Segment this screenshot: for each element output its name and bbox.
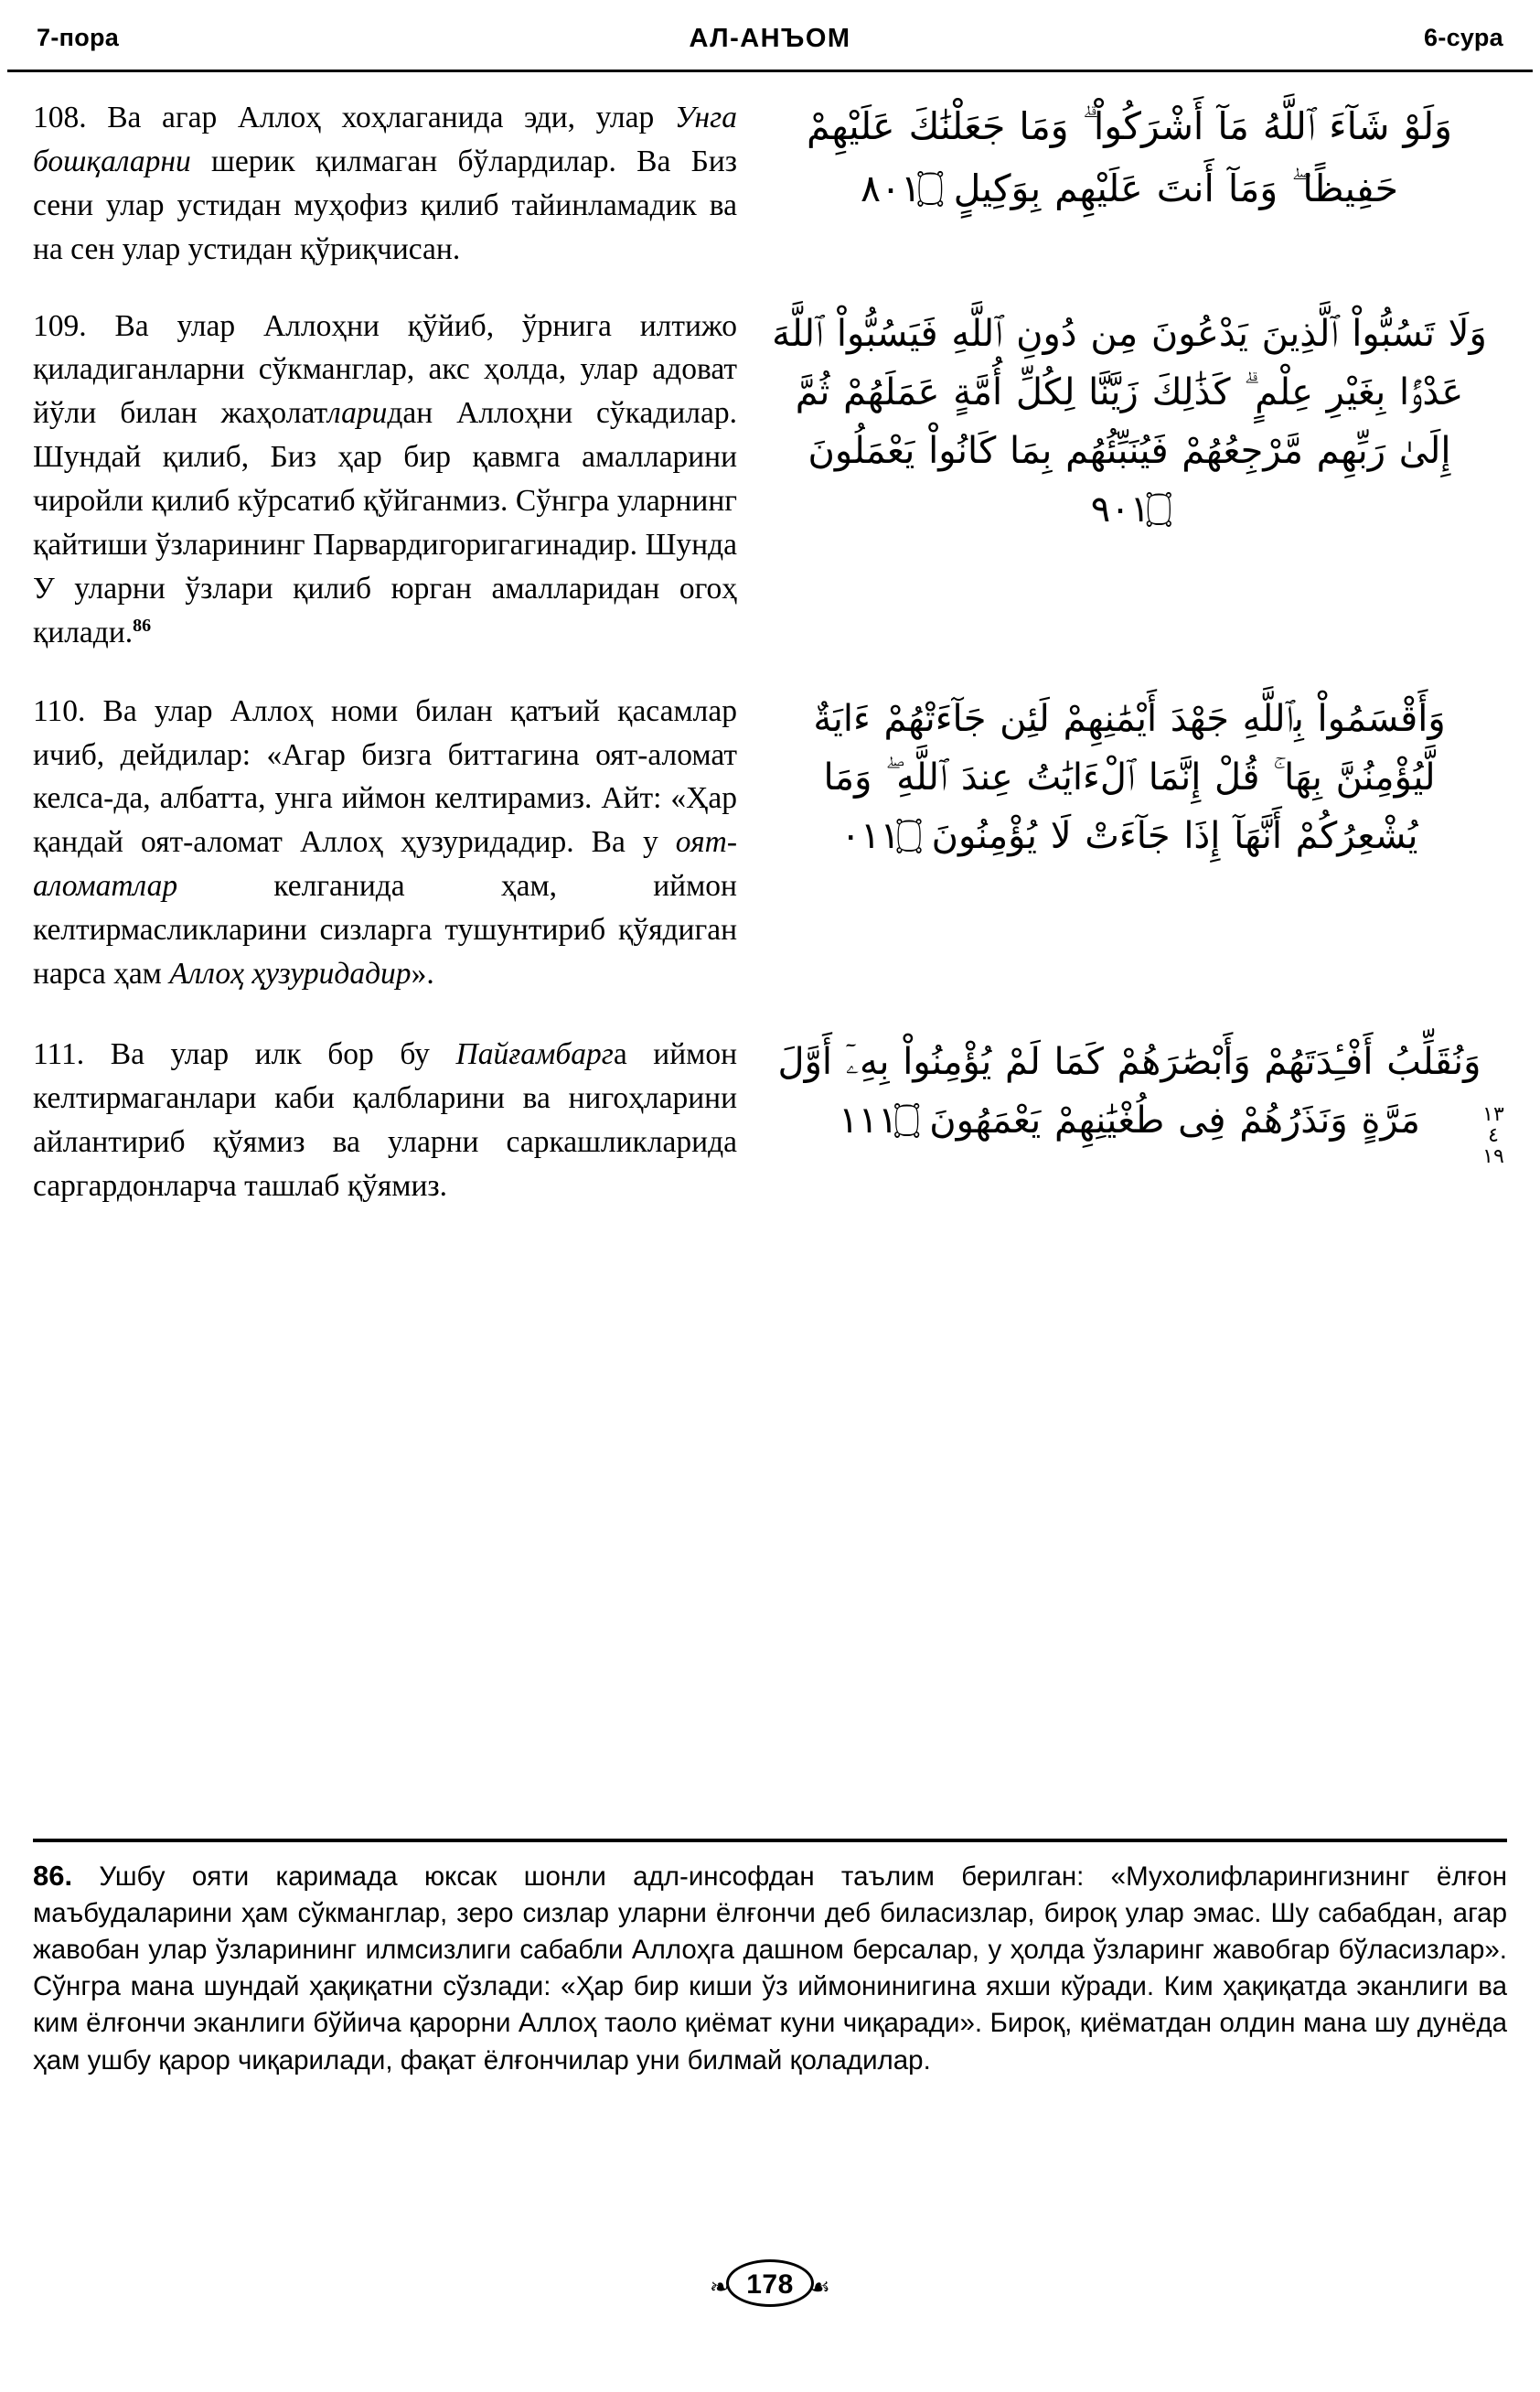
page-number: 178 (746, 2269, 794, 2300)
arabic-column-110 (755, 690, 1487, 865)
verse-translation-108 (33, 96, 737, 272)
arabic-column-108 (755, 96, 1487, 220)
translation-column-108 (33, 96, 755, 272)
verse-text-italic-108: Унга бошқаларни (33, 101, 737, 178)
translation-column-111 (33, 1033, 755, 1208)
verse-text-post-111: а иймон келтирмаганлари каби қалбларини ва нигоҳларини айлантириб қўямиз ва уларни саркашликларида саргардонларча ташлаб қўямиз. (33, 1036, 738, 1203)
header-divider (7, 70, 1533, 72)
verse-arabic-110: وَأَقْسَمُواْ بِٱللَّهِ جَهْدَ أَيْمَٰنِهِمْ لَئِن جَآءَتْهُمْ ءَايَةٌ لَّيُؤْمِنُنَّ بِهَا ۚ قُلْ إِنَّمَا ٱلْءَايَٰتُ عِندَ ٱللَّهِ ۖ وَمَا يُشْعِرُكُمْ أَنَّهَآ إِذَا جَآءَتْ لَا يُؤْمِنُونَ ۝١١٠ (813, 697, 1446, 857)
page-side-marker: ١٣ ٤ ١٩ (1482, 1102, 1504, 1169)
header-surah-number: 6-сура (1424, 24, 1503, 51)
ornament-right-icon: ☙ (808, 2274, 830, 2301)
verse-text-pre-108: 108. Ва агар Аллоҳ хоҳлаганида эди, улар (33, 101, 675, 134)
page-header (37, 24, 1503, 68)
verse-text-post-110: келганида ҳам, иймон келтирмасликларини сизларга тушунтириб қўядиган нарса ҳам (33, 869, 737, 992)
verse-text-post-109: дан Аллоҳни сўкадилар. Шундай қилиб, Биз ҳар бир қавмга амалларини чиройли қилиб кўрсатиб қўйганмиз. Сўнгра уларнинг қайтиши ўзларининг Парвардигоригагинадир. Шунда У уларни ўзлари қилиб юрган амалларидан огоҳ қилади. (33, 396, 737, 649)
page-number-container (0, 2259, 1540, 2311)
arabic-column-109 (755, 305, 1487, 539)
verse-arabic-111: وَنُقَلِّبُ أَفْـِٔدَتَهُمْ وَأَبْصَٰرَهُمْ كَمَا لَمْ يُؤْمِنُواْ بِهِۦٓ أَوَّلَ مَرَّةٍ وَنَذَرُهُمْ فِى طُغْيَٰنِهِمْ يَعْمَهُونَ ۝١١١ (777, 1040, 1481, 1142)
verse-arabic-109: وَلَا تَسُبُّواْ ٱلَّذِينَ يَدْعُونَ مِن دُونِ ٱللَّهِ فَيَسُبُّواْ ٱللَّهَ عَدْوًۢا بِغَيْرِ عِلْمٍ ۗ كَذَٰلِكَ زَيَّنَّا لِكُلِّ أُمَّةٍ عَمَلَهُمْ ثُمَّ إِلَىٰ رَبِّهِم مَّرْجِعُهُمْ فَيُنَبِّئُهُم بِمَا كَانُواْ يَعْمَلُونَ ۝١٠٩ (772, 312, 1487, 531)
header-surah-title: АЛ-АНЪОМ (689, 24, 851, 53)
verse-translation-109 (33, 305, 737, 655)
verse-text-pre-110: 110. Ва улар Аллоҳ номи билан қатъий қасамлар ичиб, дейдилар: «Агар бизга биттагина оят-аломат келса-да, албатта, унга иймон келтирамиз. Айт: «Ҳар қандай оят-аломат Аллоҳ ҳузуридадир. Ва у (33, 693, 737, 860)
content-area (33, 96, 1507, 1213)
verse-text-italic-111: Пайғамбарг (455, 1036, 614, 1071)
translation-column-110 (33, 690, 755, 996)
footnote-number: 86. (33, 1860, 73, 1892)
verse-text-post2-110: ». (411, 957, 434, 992)
verse-arabic-108: وَلَوْ شَآءَ ٱللَّهُ مَآ أَشْرَكُواْ ۗ وَمَا جَعَلْنَٰكَ عَلَيْهِمْ حَفِيظًا ۖ وَمَآ أَنتَ عَلَيْهِم بِوَكِيلٍ ۝١٠٨ (807, 104, 1452, 210)
footnote-divider (33, 1839, 1507, 1842)
verse-text-pre-109: 109. Ва улар Аллоҳни қўйиб, ўрнига илтижо қиладиганларни сўкманглар, акс ҳолда, улар адоват йўли билан жаҳолат (33, 308, 737, 431)
verse-translation-111 (33, 1033, 737, 1208)
verse-text-italic-109: лари (327, 396, 388, 431)
verse-block-108 (33, 96, 1507, 272)
verse-text-pre-111: 111. Ва улар илк бор бу (33, 1036, 456, 1071)
verse-text-italic2-110: Аллоҳ ҳузуридадир (169, 957, 412, 992)
verse-block-110 (33, 690, 1507, 996)
arabic-column-111 (755, 1033, 1504, 1169)
footnote-marker-86[interactable]: 86 (133, 615, 152, 636)
footnote-86 (33, 1857, 1507, 2079)
verse-text-italic-110: оят-аломатлар (33, 825, 737, 904)
header-juz-label: 7-пора (37, 24, 120, 51)
verse-text-post-108: шерик қилмаган бўлардилар. Ва Биз сени улар устидан муҳофиз қилиб тайинламадик ва на сен улар устидан қўриқчисан. (33, 144, 737, 266)
footnote-text: Ушбу ояти каримада юксак шонли адл-инсофдан таълим берилган: «Мухолифларингизнинг ёлғон маъбудаларини ҳам сўкманглар, зеро сизлар уларни ёлғончи деб биласизлар, бироқ улар эмас. Шу сабабдан, агар жавобан улар ўзларининг илмсизлиги сабабли Аллоҳга дашном берсалар, у ҳолда ўзларинг жавобгар бўласизлар». Сўнгра мана шундай ҳақиқатни сўзлади: «Ҳар бир киши ўз иймонинигина яхши кўради. Ким ҳақиқатда эканлиги ва ким ёлғончи эканлиги бўйича қарорни Аллоҳ таоло қиёмат куни чиқаради». Бироқ, қиёматдан олдин мана шу дунёда ҳам ушбу қарор чиқарилади, фақат ёлғончилар уни билмай қоладилар. (33, 1861, 1507, 2076)
verse-translation-110 (33, 690, 737, 996)
ornament-left-icon: ❧ (710, 2274, 730, 2301)
verse-block-109 (33, 305, 1507, 655)
page-number-badge (710, 2259, 830, 2311)
verse-block-111 (33, 1033, 1507, 1208)
translation-column-109 (33, 305, 755, 655)
